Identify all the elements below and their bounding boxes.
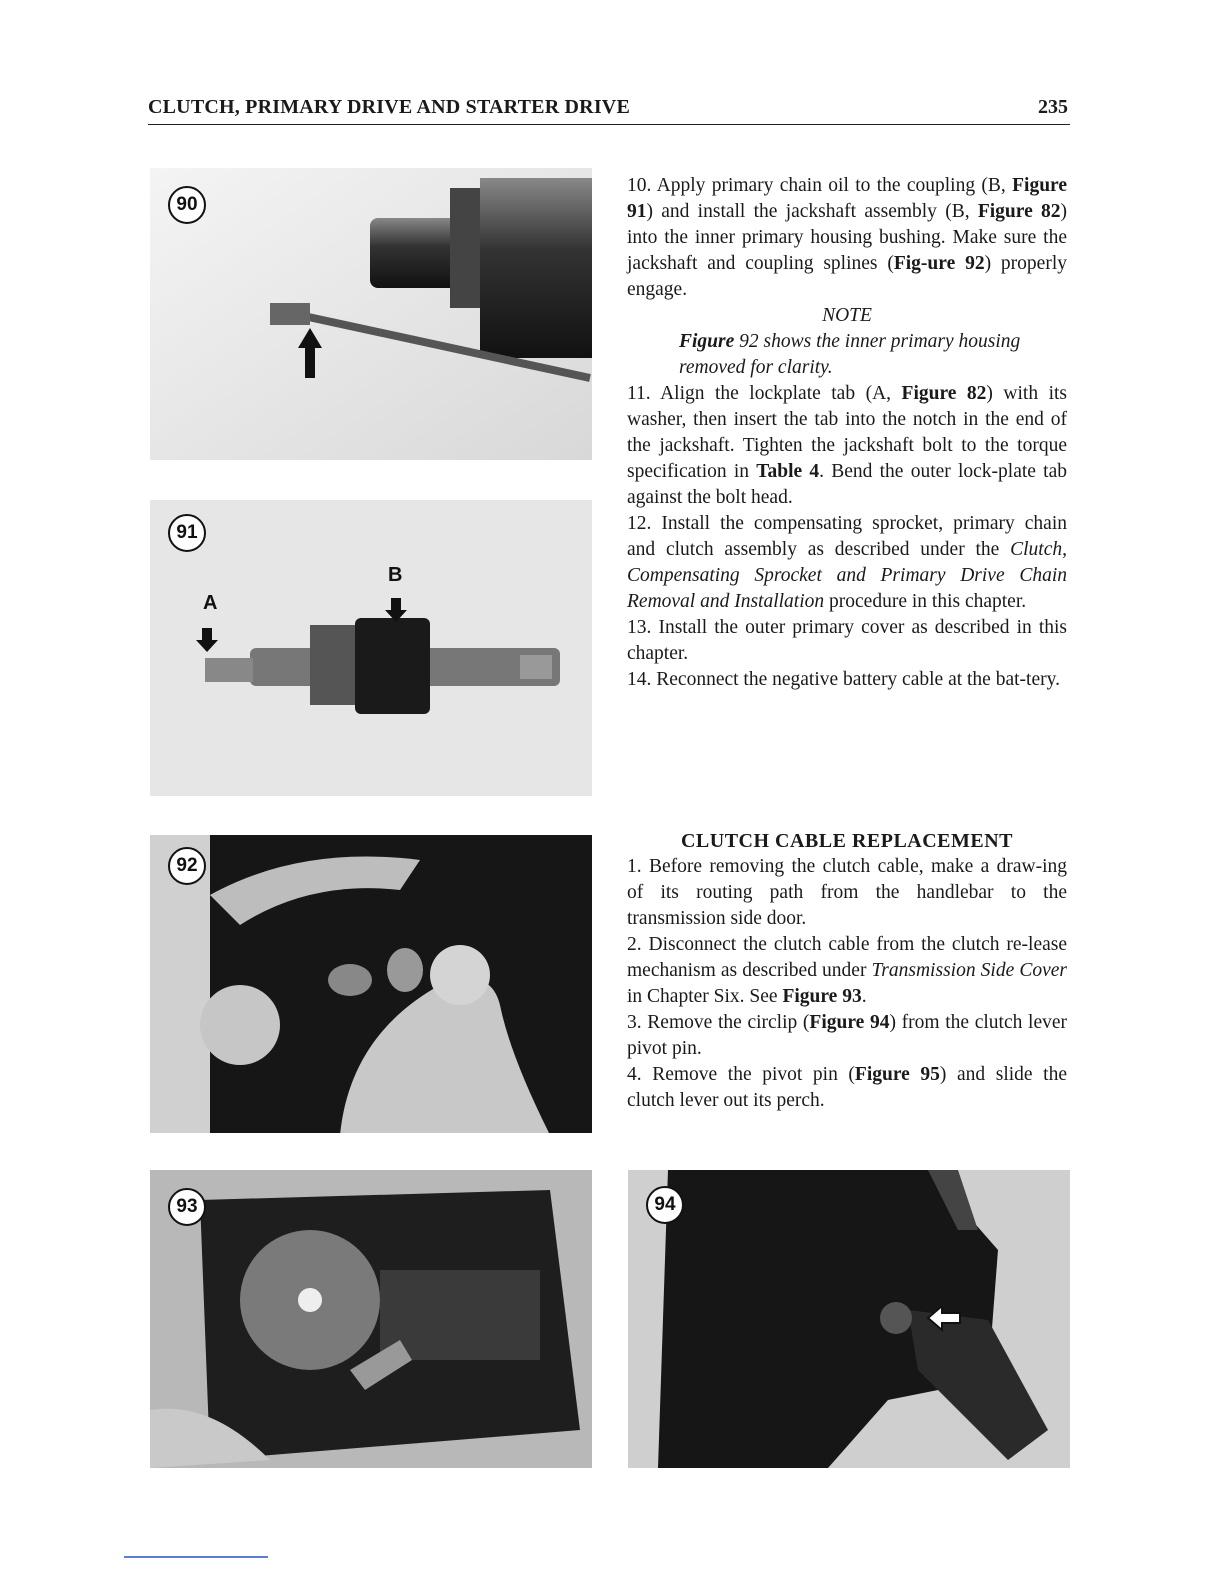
clutch-lever-circlip-photo	[628, 1170, 1070, 1468]
figure-94-photo	[628, 1170, 1070, 1468]
figure-90-number: 90	[168, 186, 206, 224]
cable-step-4: 4. Remove the pivot pin (Figure 95) and slide the clutch lever out its perch.	[627, 1064, 1067, 1111]
cable-step-2: 2. Disconnect the clutch cable from the clutch re-lease mechanism as described under Transmission Side Cover in Chapter Six. See Figure 93.	[627, 934, 1067, 1007]
footer-rule	[124, 1556, 268, 1558]
step-13: 13. Install the outer primary cover as described in this chapter.	[627, 617, 1067, 664]
page-number: 235	[1038, 96, 1068, 118]
figure-91-number: 91	[168, 514, 206, 552]
coupling-splines-photo	[150, 835, 592, 1133]
figure-92-number: 92	[168, 847, 206, 885]
note-body: Figure 92 shows the inner primary housing removed for clarity.	[679, 331, 1021, 378]
figure-91-photo	[150, 500, 592, 796]
cable-step-1: 1. Before removing the clutch cable, make a draw-ing of its routing path from the handlebar to the transmission side door.	[627, 856, 1067, 929]
chapter-title: CLUTCH, PRIMARY DRIVE AND STARTER DRIVE	[148, 96, 630, 118]
running-header	[148, 94, 1070, 125]
figure-90-photo	[150, 168, 592, 460]
figure-94-number: 94	[646, 1186, 684, 1224]
figure-92-photo	[150, 835, 592, 1133]
label-b: B	[388, 564, 403, 586]
step-14: 14. Reconnect the negative battery cable at the bat-tery.	[627, 669, 1060, 690]
note-heading: NOTE	[822, 305, 872, 326]
step-10: 10. Apply primary chain oil to the coupling (B, Figure 91) and install the jackshaft assembly (B, Figure 82) into the inner primary housing bushing. Make sure the jackshaft and coupling splines (Fig-ure 92) properly engage.	[627, 175, 1067, 300]
jackshaft-assembly-photo	[150, 500, 592, 796]
step-12: 12. Install the compensating sprocket, primary chain and clutch assembly as described under the Clutch, Compensating Sprocket and Primary Drive Chain Removal and Installation procedure in this chapter.	[627, 513, 1067, 612]
label-a: A	[203, 592, 218, 614]
cable-step-3: 3. Remove the circlip (Figure 94) from the clutch lever pivot pin.	[627, 1012, 1068, 1059]
figure-93-number: 93	[168, 1188, 206, 1226]
section-heading: CLUTCH CABLE REPLACEMENT	[680, 830, 1014, 852]
right-column-text	[627, 173, 1067, 693]
clutch-cable-section	[627, 828, 1067, 1114]
figure-93-photo	[150, 1170, 592, 1468]
transmission-side-cover-photo	[150, 1170, 592, 1468]
step-11: 11. Align the lockplate tab (A, Figure 82) with its washer, then insert the tab into the notch in the end of the jackshaft. Tighten the jackshaft bolt to the torque specification in Table 4. Bend the outer lock-plate tab against the bolt head.	[627, 383, 1068, 508]
jackshaft-bolt-photo	[150, 168, 592, 460]
